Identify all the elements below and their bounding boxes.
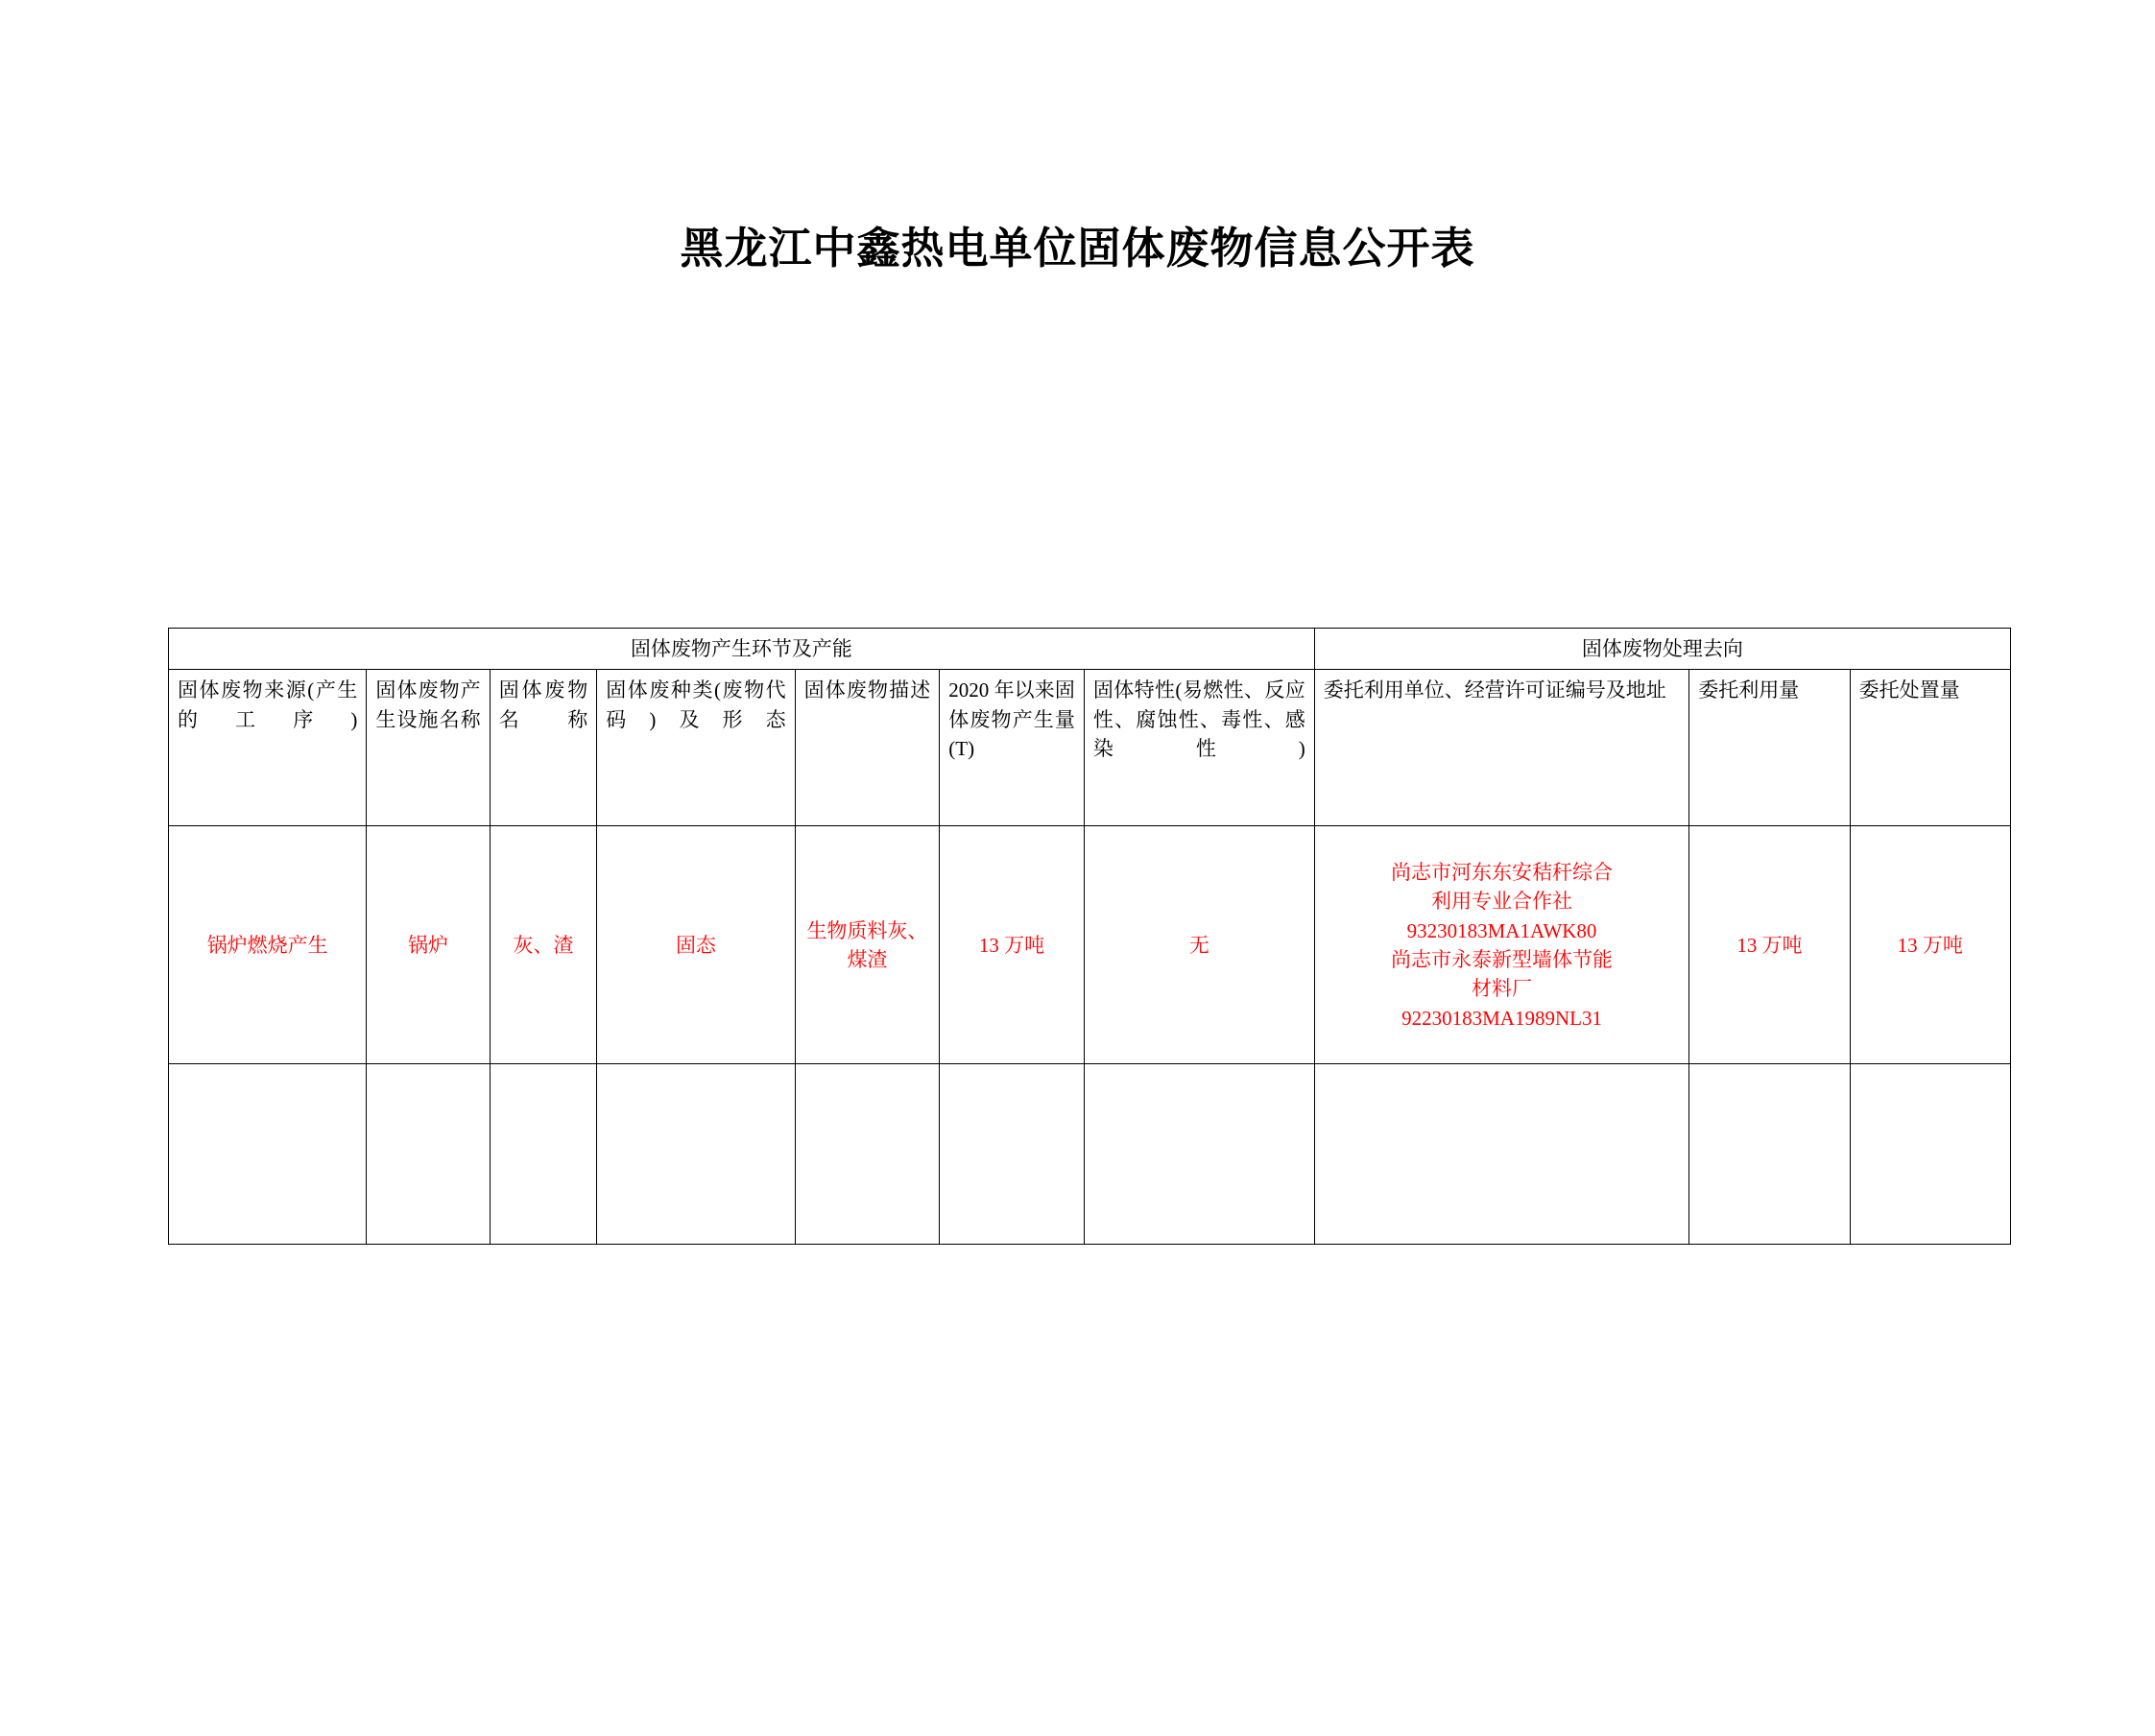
column-header-description: 固体废物描述	[795, 670, 940, 826]
cell-amount	[940, 1064, 1085, 1245]
waste-info-table-container	[168, 628, 2011, 1245]
cell-use-amount: 13 万吨	[1689, 826, 1850, 1064]
document-page	[0, 213, 2155, 1736]
column-header-category-form: 固体废种类(废物代码)及形态	[597, 670, 795, 826]
cell-property: 无	[1084, 826, 1314, 1064]
cell-dispose-amount: 13 万吨	[1850, 826, 2010, 1064]
entrusted-unit-line: 尚志市河东东安秸秆综合	[1391, 860, 1614, 884]
waste-info-table	[168, 628, 2011, 1245]
entrusted-unit-line: 利用专业合作社	[1431, 890, 1573, 914]
cell-waste-name: 灰、渣	[490, 826, 597, 1064]
cell-property	[1084, 1064, 1314, 1245]
cell-description: 生物质料灰、煤渣	[795, 826, 940, 1064]
column-header-source: 固体废物来源(产生的工序)	[169, 670, 367, 826]
cell-source: 锅炉燃烧产生	[169, 826, 367, 1064]
column-header-waste-name: 固体废物名称	[490, 670, 597, 826]
column-header-facility: 固体废物产生设施名称	[367, 670, 490, 826]
entrusted-unit-line: 材料厂	[1472, 977, 1533, 1001]
cell-entrusted-unit	[1314, 826, 1688, 1064]
column-header-dispose-amount: 委托处置量	[1850, 670, 2010, 826]
cell-category-form	[597, 1064, 795, 1245]
cell-amount: 13 万吨	[940, 826, 1085, 1064]
cell-facility	[367, 1064, 490, 1245]
group-header-production: 固体废物产生环节及产能	[169, 629, 1315, 670]
cell-use-amount	[1689, 1064, 1850, 1245]
cell-category-form: 固态	[597, 826, 795, 1064]
entrusted-unit-line: 93230183MA1AWK80	[1406, 918, 1597, 942]
column-header-use-amount: 委托利用量	[1689, 670, 1850, 826]
cell-source	[169, 1064, 367, 1245]
column-header-property: 固体特性(易燃性、反应性、腐蚀性、毒性、感染性)	[1084, 670, 1314, 826]
entrusted-unit-line: 92230183MA1989NL31	[1401, 1006, 1602, 1030]
table-row	[169, 826, 2011, 1064]
cell-entrusted-unit	[1314, 1064, 1688, 1245]
cell-facility: 锅炉	[367, 826, 490, 1064]
cell-waste-name	[490, 1064, 597, 1245]
cell-description	[795, 1064, 940, 1245]
table-column-header-row	[169, 670, 2011, 826]
table-group-header-row	[169, 629, 2011, 670]
cell-dispose-amount	[1850, 1064, 2010, 1245]
page-title: 黑龙江中鑫热电单位固体废物信息公开表	[680, 224, 1475, 273]
column-header-amount: 2020 年以来固体废物产生量(T)	[940, 670, 1085, 826]
table-row	[169, 1064, 2011, 1245]
entrusted-unit-line: 尚志市永泰新型墙体节能	[1391, 947, 1614, 971]
group-header-disposal: 固体废物处理去向	[1314, 629, 2010, 670]
column-header-entrusted-unit: 委托利用单位、经营许可证编号及地址	[1314, 670, 1688, 826]
